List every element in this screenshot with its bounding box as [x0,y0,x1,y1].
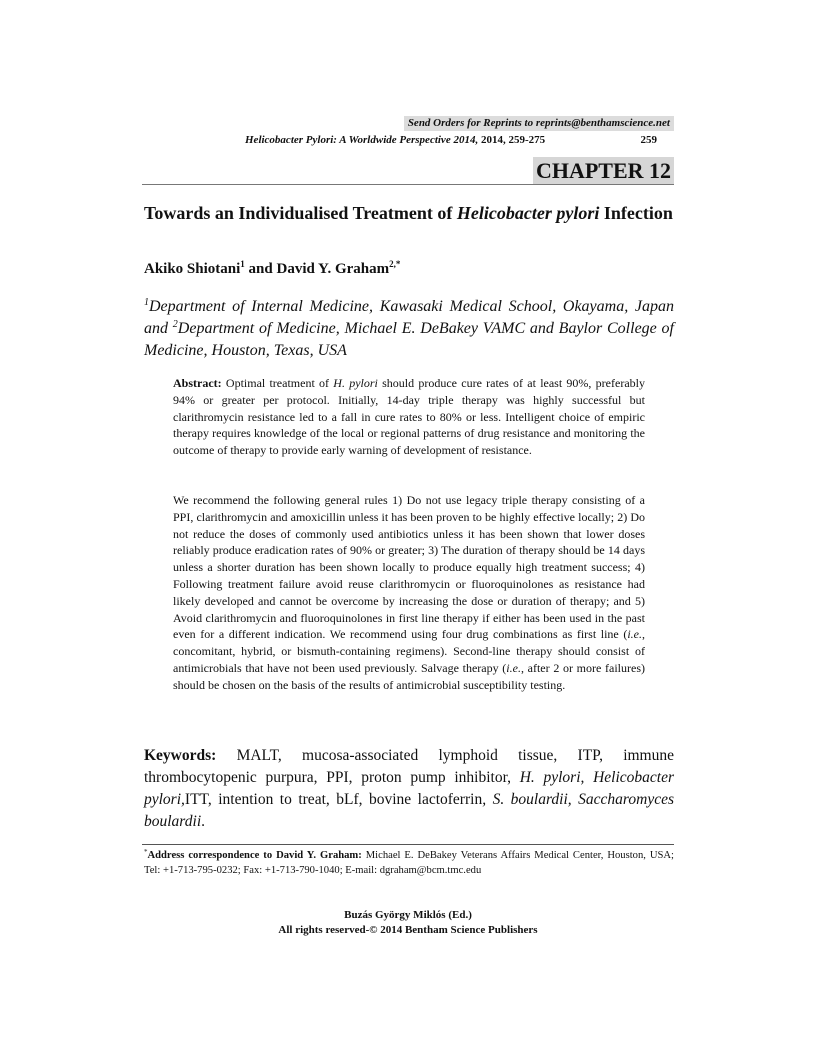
keywords-text-a: MALT, mucosa-associated lymphoid tissue, ITP, immune thrombocytopenic purpura, PPI, proton pump inhibitor, [144,747,674,786]
editor-line: Buzás György Miklós (Ed.) [344,909,472,921]
author1-sup: 1 [240,259,245,269]
reprint-notice: Send Orders for Reprints to reprints@benthamscience.net [404,116,674,131]
page-number: 259 [640,134,657,146]
affil-sup2: 2 [172,319,178,330]
p2-text-c: , after 2 or more failures) should be chosen on the basis of the results of antimicrobial susceptibility testing. [173,660,646,692]
affil-text1: Department of Internal Medicine, Kawasaki Medical School, Okayama, Japan and [144,298,674,337]
affil-sup1: 1 [144,297,149,308]
chapter-label: CHAPTER 12 [533,157,674,184]
footnote-label: Address correspondence to David Y. Graham: [147,850,362,861]
p2-ie2: i.e. [506,660,521,675]
author2-sup: 2,* [389,259,401,269]
footnote-sup: * [144,848,148,856]
author-line [144,259,400,279]
abstract-paragraph [173,375,645,459]
footnote-text: Michael E. DeBakey Veterans Affairs Medical Center, Houston, USA; Tel: +1-713-795-0232; Fax: +1-713-790-1040; E-mail: dgraham@bcm.tmc.edu [144,850,674,876]
keywords-italic-b: , S. boulardii, Saccharomyces boulardii [144,791,674,830]
abstract-text-a: Optimal treatment of [221,376,334,390]
title-part1: Towards an Individualised Treatment of [144,203,457,223]
author2: and David Y. Graham [244,261,390,277]
rights-line: All rights reserved-© 2014 Bentham Science Publishers [278,924,538,936]
title-part2: Infection [599,203,673,223]
p2-ie1: i.e. [627,627,642,642]
book-title: Helicobacter Pylori: A Worldwide Perspective 2014, [245,134,479,146]
keywords-text-c: . [201,813,206,830]
header-rule [142,184,674,185]
affiliations [144,296,674,362]
recommendations-paragraph [173,492,645,694]
source-line [245,132,657,148]
correspondence-footnote [144,848,674,878]
keywords-text-b: ITT, intention to treat, bLf, bovine lactoferrin [184,791,483,808]
title-italic: Helicobacter pylori [456,203,600,223]
abstract-text-b: should produce cure rates of at least 90%, preferably 94% or greater per protocol. Initially, 14-day triple therapy was highly successful but clarithromycin resistance led to a fall in cure rates to 80% or less. Intelligent choice of empiric therapy requires knowledge of the local or regional patterns of drug resistance and monitoring the outcome of therapy to provide early warning of development of resistance. [173,376,645,458]
p2-text-b: , concomitant, hybrid, or bismuth-containing regimens). Second-line therapy should consist of antimicrobials that have not been used previously. Salvage therapy ( [173,627,645,675]
abstract-label: Abstract: [173,376,222,390]
abstract-italic: H. pylori [333,376,378,390]
article-title [144,202,674,225]
p2-text-a: We recommend the following general rules 1) Do not use legacy triple therapy consisting of a PPI, clarithromycin and amoxicillin unless it has been proven to be highly effective locally; 2) Do not reduce the doses of commonly used antibiotics unless it has been shown that lower doses reliably produce eradication rates of 90% or greater; 3) The duration of therapy should be 14 days unless a shorter duration has been shown locally to produce equally high treatment success; 4) Following treatment failure avoid reuse clarithromycin or fluoroquinolones as resistance had likely developed and cannot be overcome by increasing the dose or duration of therapy; and 5) Avoid clarithromycin and fluoroquinolones in first line therapy if either has been used in the past even for a different indication. We recommend using four drug combinations as first line ( [173,493,645,642]
keywords-italic-a: H. pylori, Helicobacter pylori, [144,769,674,808]
keywords-label: Keywords: [144,747,217,764]
keywords [144,745,674,833]
affil-text2: Department of Medicine, Michael E. DeBakey VAMC and Baylor College of Medicine, Houston, Texas, USA [144,320,674,359]
author1: Akiko Shiotani [144,261,241,277]
year-pages: 2014, 259-275 [478,134,546,146]
footnote-rule [142,844,674,845]
